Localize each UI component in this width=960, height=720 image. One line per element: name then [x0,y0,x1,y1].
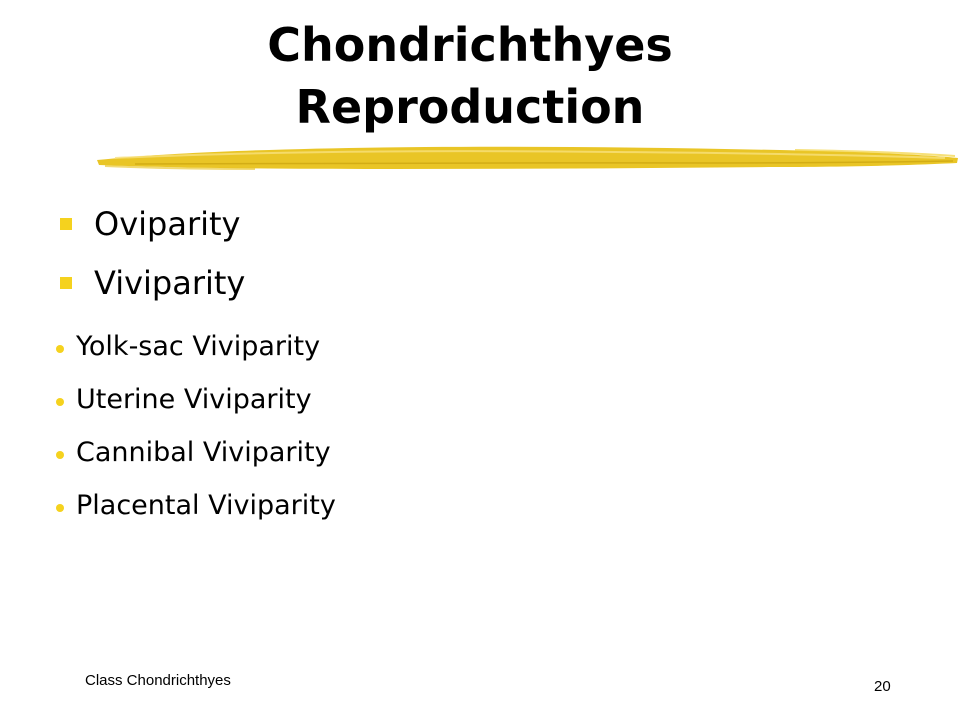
bullet-label: Viviparity [94,264,246,302]
square-bullet-icon [60,218,72,230]
footer-text: Class Chondrichthyes [85,672,231,689]
sub-bullet-label: Uterine Viviparity [76,384,312,415]
square-bullet-icon [60,277,72,289]
bullet-oviparity [60,204,245,244]
bullet-viviparity [60,263,245,303]
slide-title-line-2: Reproduction [295,80,645,134]
viviparity-sub-list [52,330,336,542]
sub-bullet-label: Yolk-sac Viviparity [76,331,321,362]
dot-bullet-icon [56,345,64,353]
sub-bullet-placental [52,489,336,523]
sub-bullet-cannibal [52,436,336,470]
sub-bullet-uterine [52,383,336,417]
sub-bullet-label: Placental Viviparity [76,490,336,521]
page-number: 20 [874,678,891,695]
sub-bullet-yolk-sac [52,330,336,364]
slide-title-line-1: Chondrichthyes [267,18,673,72]
slide-title [120,14,820,138]
dot-bullet-icon [56,398,64,406]
dot-bullet-icon [56,504,64,512]
bullet-list [60,204,245,322]
dot-bullet-icon [56,451,64,459]
brush-stroke-underline [95,138,960,176]
sub-bullet-label: Cannibal Viviparity [76,437,331,468]
bullet-label: Oviparity [94,205,241,243]
